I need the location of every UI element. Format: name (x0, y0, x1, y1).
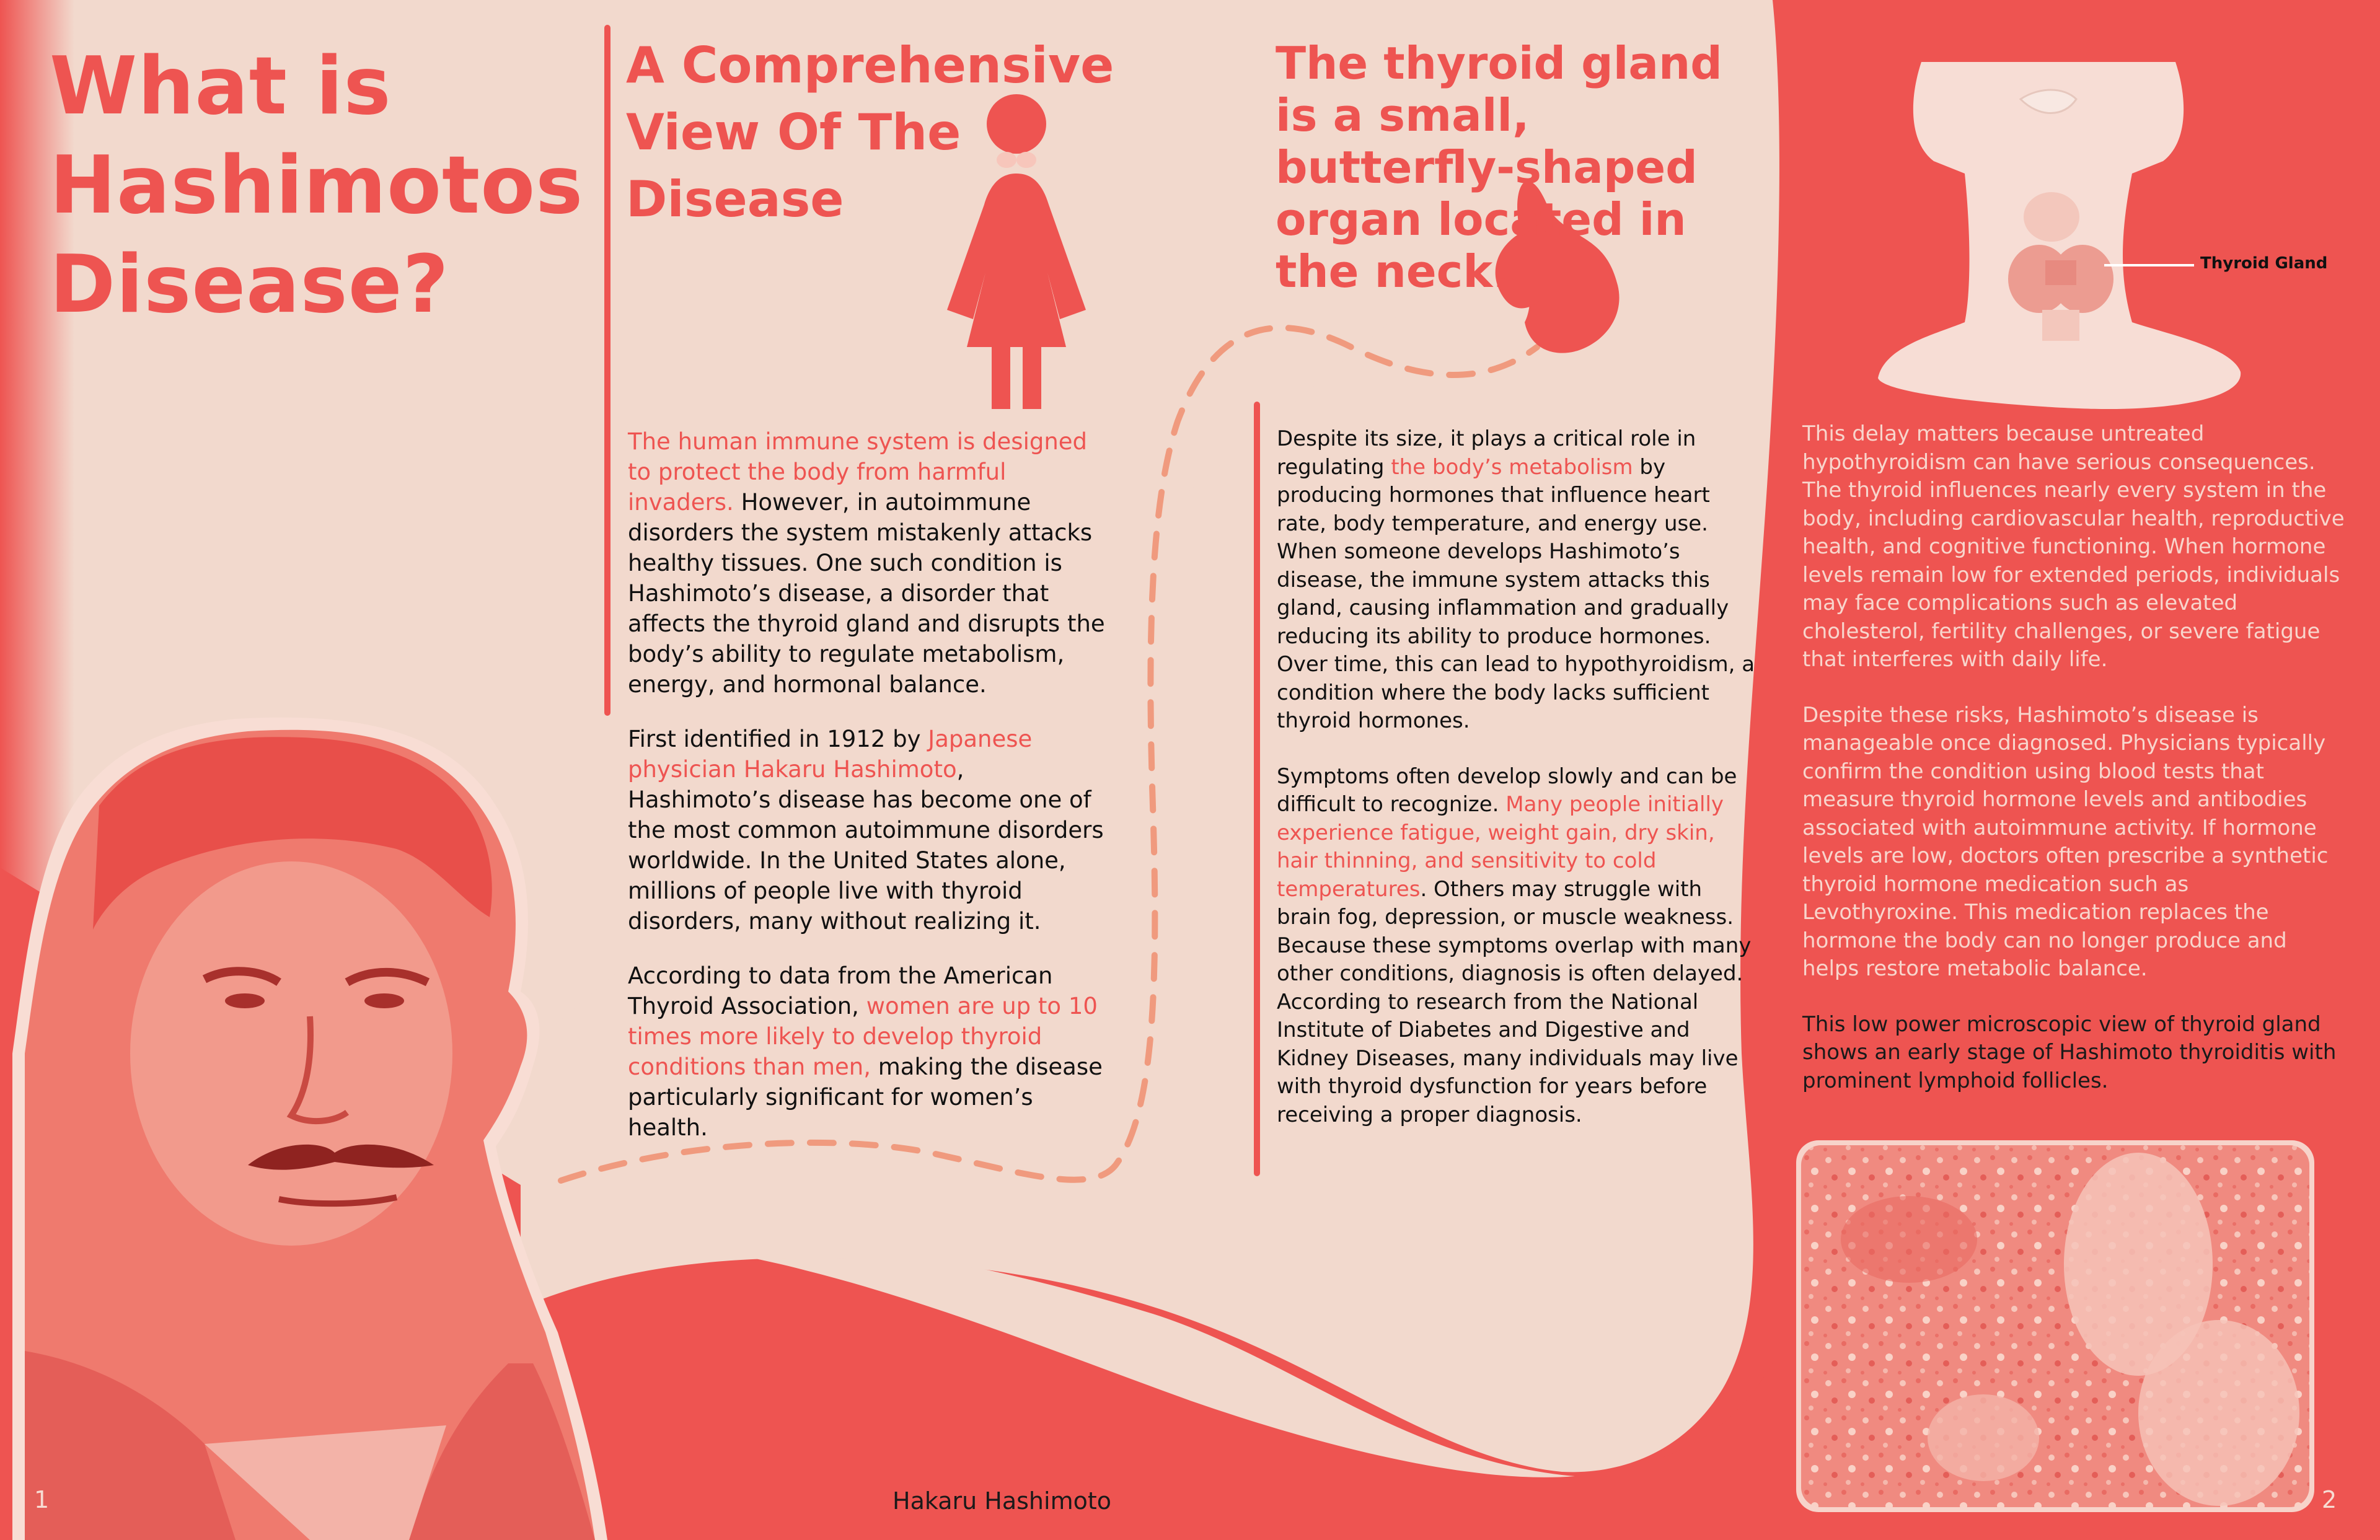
body-text: Symptoms often develop slowly and can be difficult to recognize. (1277, 763, 1737, 817)
title-line: What is (50, 40, 392, 133)
body-text: According to data from the American Thyroid Association, (628, 962, 1053, 1019)
portrait-caption: Hakaru Hashimoto (892, 1487, 1111, 1515)
heading-line: Disease (626, 170, 844, 228)
paragraph (628, 426, 1111, 700)
heading-bold: thyroid gland (1383, 37, 1722, 89)
paragraph (628, 724, 1111, 936)
column-two-body (1277, 425, 1760, 1153)
paragraph (628, 961, 1111, 1143)
paragraph: Despite these risks, Hashimoto’s disease is manageable once diagnosed. Physicians typically confirm the condition using blood tests that measure thyroid hormone levels and antibodies associated with autoimmune activity. If hormone levels are low, doctors often prescribe a synthetic thyroid hormone medication such as Levothyroxine. This medication replaces the hormone the body can no longer produce and helps restore metabolic balance. (1802, 702, 2329, 981)
heading-text: is a small, butterfly-shaped organ located in the neck. (1276, 89, 1698, 297)
heading-line: View Of The (626, 103, 961, 161)
micrograph-photo (1796, 1140, 2314, 1512)
paragraph: This delay matters because untreated hypothyroidism can have serious consequences. The thyroid influences nearly every system in the body, including cardiovascular health, reproductive health, and cognitive functioning. When hormone levels remain low for extended periods, individuals may face complications such as elevated cholesterol, fertility challenges, or severe fatigue that interferes with daily life. (1802, 421, 2345, 672)
portrait-photo (12, 718, 607, 1540)
body-text: , Hashimoto’s disease has become one of the most common autoimmune disorders worldwide. In the United States alone, millions of people live with thyroid disorders, many without realizing it. (628, 756, 1104, 935)
heading-line: A Comprehensive (626, 37, 1114, 94)
page-number-right: 2 (2322, 1486, 2337, 1513)
highlight-text: women are up to 10 times more likely to develop thyroid conditions than men, (628, 993, 1098, 1080)
divider-bar-middle (1254, 402, 1260, 1176)
title-line: Hashimotos (50, 139, 584, 232)
title-line: Disease? (50, 239, 449, 331)
body-text: by producing hormones that influence heart rate, body temperature, and energy use. When someone develops Hashimoto’s disease, the immune system attacks this gland, causing inflammation and gradually reducing its ability to produce hormones. Over time, this can lead to hypothyroidism, a condition where the body lacks sufficient thyroid hormones. (1277, 454, 1755, 733)
body-text: First identified in 1912 by (628, 726, 928, 752)
column-one-heading (626, 32, 1134, 233)
highlight-text: Many people initially experience fatigue, weight gain, dry skin, hair thinning, and sensitivity to cold temperatures (1277, 792, 1724, 902)
page-number-left: 1 (34, 1486, 50, 1513)
body-text: However, in autoimmune disorders the system mistakenly attacks healthy tissues. One such condition is Hashimoto’s disease, a disorder that affects the thyroid gland and disrupts the body’s ability to regulate metabolism, energy, and hormonal balance. (628, 489, 1105, 698)
paragraph (1277, 763, 1760, 1130)
highlight-text: the body’s metabolism (1391, 454, 1633, 480)
body-text: making the disease particularly significant for women’s health. (628, 1054, 1103, 1141)
body-text: . Others may struggle with brain fog, depression, or muscle weakness. Because these symptoms overlap with many other conditions, diagnosis is often delayed. According to research from the National Institute of Diabetes and Digestive and Kidney Diseases, many individuals may live with thyroid dysfunction for years before receiving a proper diagnosis. (1277, 876, 1752, 1127)
page-title (50, 37, 607, 335)
column-one-body (628, 426, 1111, 1167)
right-column-body (1802, 420, 2348, 1122)
micrograph-caption: This low power microscopic view of thyroid gland shows an early stage of Hashimoto thyroiditis with prominent lymphoid follicles. (1802, 1011, 2337, 1093)
highlight-text: The human immune system is designed to protect the body from harmful invaders. (628, 428, 1088, 516)
heading-text: The (1276, 37, 1384, 89)
highlight-text: Japanese physician Hakaru Hashimoto (628, 726, 1033, 783)
column-two-heading (1276, 37, 1759, 297)
body-text: Despite its size, it plays a critical role in regulating (1277, 426, 1696, 480)
thyroid-gland-label: Thyroid Gland (2200, 254, 2328, 273)
paragraph (1277, 425, 1760, 736)
